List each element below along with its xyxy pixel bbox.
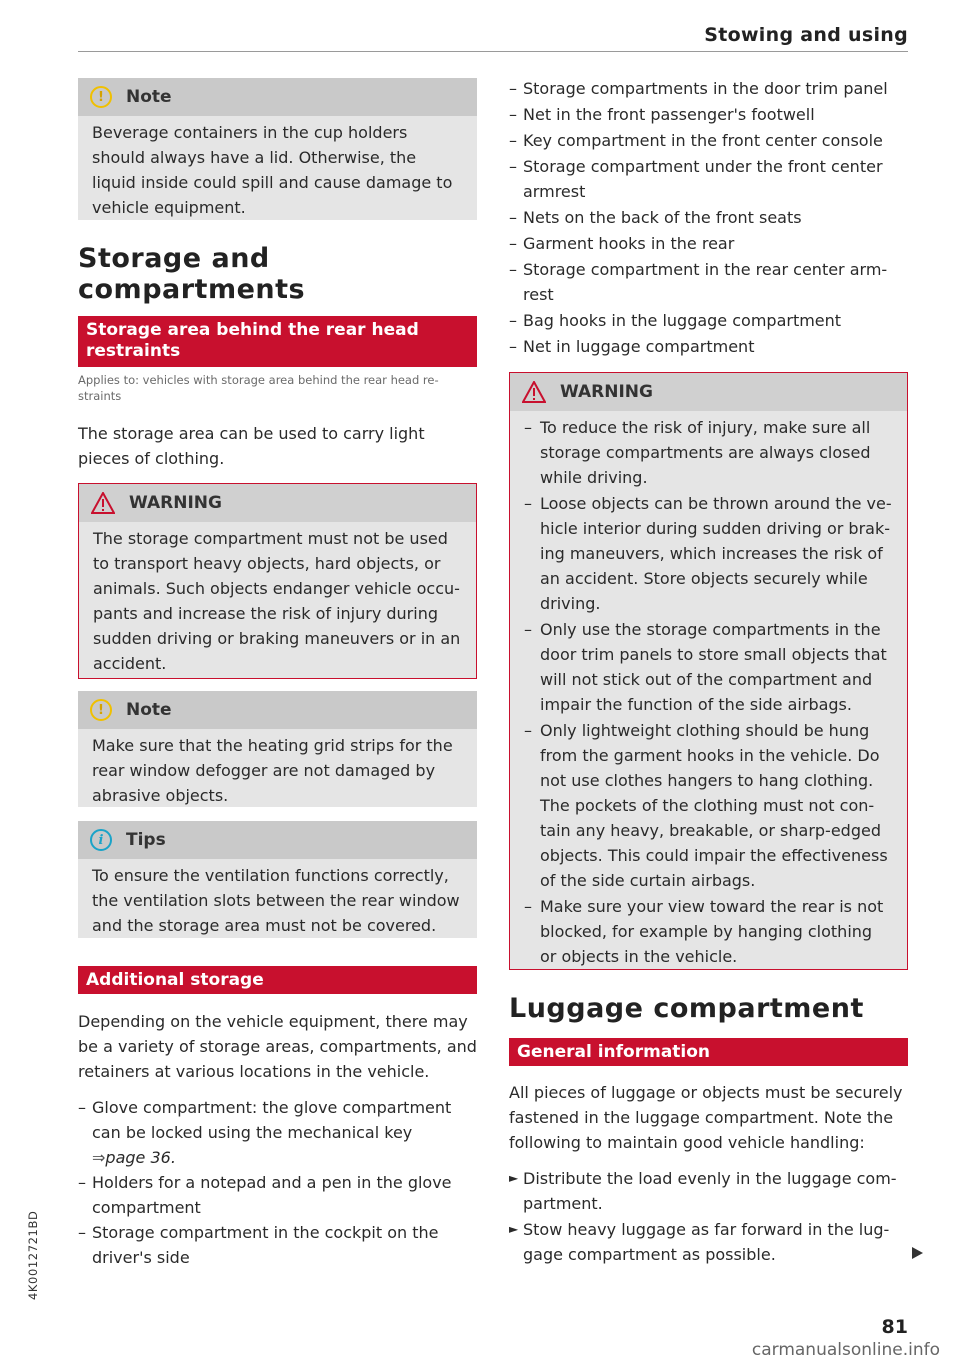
list-item: – Storage compartment in the rear center arm-rest <box>509 260 888 304</box>
page-number: 81 <box>881 1316 908 1338</box>
list-item: – Storage compartment in the cockpit on the driver's side <box>78 1223 439 1267</box>
header-title: Stowing and using <box>704 24 908 46</box>
list-item-text: Key compartment in the front center console <box>523 131 883 150</box>
list-item-text: Garment hooks in the rear <box>523 234 735 253</box>
info-circle-icon: i <box>90 829 112 851</box>
triangle-bullet-icon: ► <box>509 1171 519 1185</box>
list-item <box>509 1217 908 1267</box>
tips-body: To ensure the ventilation functions correctly, the ventilation slots between the rear window and the storage area must not be covered. <box>92 866 460 935</box>
list-item-text: Make sure your view toward the rear is not blocked, for example by hanging clothing or objects in the vehicle. <box>540 897 884 966</box>
list-item-text: Net in luggage compartment <box>523 337 755 356</box>
note-label: Note <box>126 87 172 107</box>
note-label: Note <box>126 700 172 720</box>
list-item-text: Distribute the load evenly in the luggage com-partment. <box>523 1169 897 1213</box>
watermark: carmanualsonline.info <box>751 1340 940 1360</box>
list-item: – Loose objects can be thrown around the ve-hicle interior during sudden driving or brak-ing maneuvers, which increases the risk of an accident. Store objects securely while driving. <box>524 494 892 613</box>
list-item-text: Bag hooks in the luggage compartment <box>523 311 842 330</box>
list-item: – To reduce the risk of injury, make sure all storage compartments are always closed while driving. <box>524 418 871 487</box>
warning-triangle-icon <box>522 381 546 403</box>
section-title-line-2: compartments <box>78 274 306 305</box>
storage-list-left <box>78 1095 477 1270</box>
warning-header <box>79 484 476 522</box>
subsection-title-general-information: General information <box>509 1038 908 1066</box>
list-item: – Only lightweight clothing should be hung from the garment hooks in the vehicle. Do not use clothes hangers to hang clothing. The pockets of the clothing must not con-tain any heavy, breakable, or sharp-edged objects. This could impair the effectiveness of the side curtain airbags. <box>524 721 888 890</box>
list-item <box>509 1166 908 1216</box>
note-header <box>78 78 477 116</box>
note-box-cup-holders <box>78 78 477 220</box>
page-reference-text: page 36. <box>105 1148 176 1167</box>
list-item-text: Only use the storage compartments in the door trim panels to store small objects that will not stick out of the compartment and impair the function of the side airbags. <box>540 620 887 714</box>
header-rule <box>78 51 908 52</box>
exclamation-circle-icon: ! <box>90 699 112 721</box>
triangle-bullet-icon: ► <box>509 1222 519 1236</box>
list-item-text: Nets on the back of the front seats <box>523 208 802 227</box>
storage-list-right <box>509 76 908 359</box>
arrow-right-icon: ⇒ <box>92 1148 106 1167</box>
subsection-title-rear-head-restraints <box>78 316 477 367</box>
storage-area-paragraph: The storage area can be used to carry light pieces of clothing. <box>78 424 425 468</box>
warning-body: The storage compartment must not be used to transport heavy objects, hard objects, or animals. Such objects endanger vehicle occu-pants and increase the risk of injury during sudden driving or braking maneuvers or in an accident. <box>93 529 461 673</box>
warning-header <box>510 373 907 411</box>
tips-box-ventilation <box>78 821 477 938</box>
tips-label: Tips <box>126 830 166 850</box>
list-item: – Make sure your view toward the rear is not blocked, for example by hanging clothing or objects in the vehicle. <box>524 897 884 966</box>
list-item-text: Storage compartment under the front center armrest <box>523 157 883 201</box>
note-header <box>78 691 477 729</box>
list-item: – Holders for a notepad and a pen in the glove compartment <box>78 1173 452 1217</box>
list-item: – Storage compartments in the door trim panel <box>509 79 888 98</box>
applies-to-note: Applies to: vehicles with storage area behind the rear head re-straints <box>78 373 439 403</box>
list-item-text: Storage compartment in the rear center arm-rest <box>523 260 888 304</box>
list-item: – Glove compartment: the glove compartment can be locked using the mechanical key ⇒page 36. <box>78 1098 452 1167</box>
list-item: – Net in luggage compartment <box>509 337 755 356</box>
subsection-title-line-2: restraints <box>86 341 181 361</box>
list-item-text: Only lightweight clothing should be hung from the garment hooks in the vehicle. Do not use clothes hangers to hang clothing. The pockets of the clothing must not con-tain any heavy, breakable, or sharp-edged objects. This could impair the effectiveness of the side curtain airbags. <box>540 721 888 890</box>
warning-box-storage-safety <box>509 372 908 970</box>
section-title-luggage: Luggage compartment <box>509 993 864 1024</box>
note-body: Make sure that the heating grid strips for the rear window defogger are not damaged by abrasive objects. <box>92 736 453 805</box>
section-title-storage <box>78 243 305 305</box>
list-item: – Storage compartment under the front center armrest <box>509 157 883 201</box>
additional-storage-paragraph: Depending on the vehicle equipment, there may be a variety of storage areas, compartments, and retainers at various locations in the vehicle. <box>78 1012 477 1081</box>
list-item-text: Storage compartments in the door trim panel <box>523 79 888 98</box>
exclamation-circle-icon: ! <box>90 86 112 108</box>
list-item-text: Storage compartment in the cockpit on the driver's side <box>92 1223 439 1267</box>
warning-triangle-icon <box>91 492 115 514</box>
section-title-line-1: Storage and <box>78 243 270 274</box>
list-item: – Nets on the back of the front seats <box>509 208 802 227</box>
list-item-text: Loose objects can be thrown around the ve-hicle interior during sudden driving or brak-ing maneuvers, which increases the risk of an accident. Store objects securely while driving. <box>540 494 892 613</box>
warning-box-heavy-objects <box>78 483 477 679</box>
list-item: – Only use the storage compartments in the door trim panels to store small objects that will not stick out of the compartment and impair the function of the side airbags. <box>524 620 887 714</box>
luggage-paragraph: All pieces of luggage or objects must be securely fastened in the luggage compartment. Note the following to maintain good vehicle handling: <box>509 1083 903 1152</box>
note-box-heating-grid <box>78 691 477 807</box>
warning-list <box>524 415 893 969</box>
warning-label: WARNING <box>560 382 653 402</box>
list-item: – Bag hooks in the luggage compartment <box>509 311 842 330</box>
continue-arrow-icon <box>912 1247 923 1259</box>
list-item-text: Stow heavy luggage as far forward in the lug-gage compartment as possible. <box>523 1220 890 1264</box>
list-item: – Garment hooks in the rear <box>509 234 735 253</box>
list-item-text: Net in the front passenger's footwell <box>523 105 815 124</box>
list-item: – Key compartment in the front center console <box>509 131 883 150</box>
subsection-title-additional-storage: Additional storage <box>78 966 477 994</box>
subsection-title-line-1: Storage area behind the rear head <box>86 320 419 340</box>
list-item: – Net in the front passenger's footwell <box>509 105 815 124</box>
list-item-text: Holders for a notepad and a pen in the glove compartment <box>92 1173 452 1217</box>
page-reference-link[interactable] <box>92 1148 176 1167</box>
note-body: Beverage containers in the cup holders should always have a lid. Otherwise, the liquid inside could spill and cause damage to vehicle equipment. <box>92 123 453 217</box>
tips-header <box>78 821 477 859</box>
list-item-text: To reduce the risk of injury, make sure all storage compartments are always closed while driving. <box>540 418 871 487</box>
document-code: 4K0012721BD <box>26 1210 40 1300</box>
warning-label: WARNING <box>129 493 222 513</box>
list-item-text: Glove compartment: the glove compartment can be locked using the mechanical key <box>92 1098 452 1142</box>
luggage-bullets <box>509 1166 908 1267</box>
